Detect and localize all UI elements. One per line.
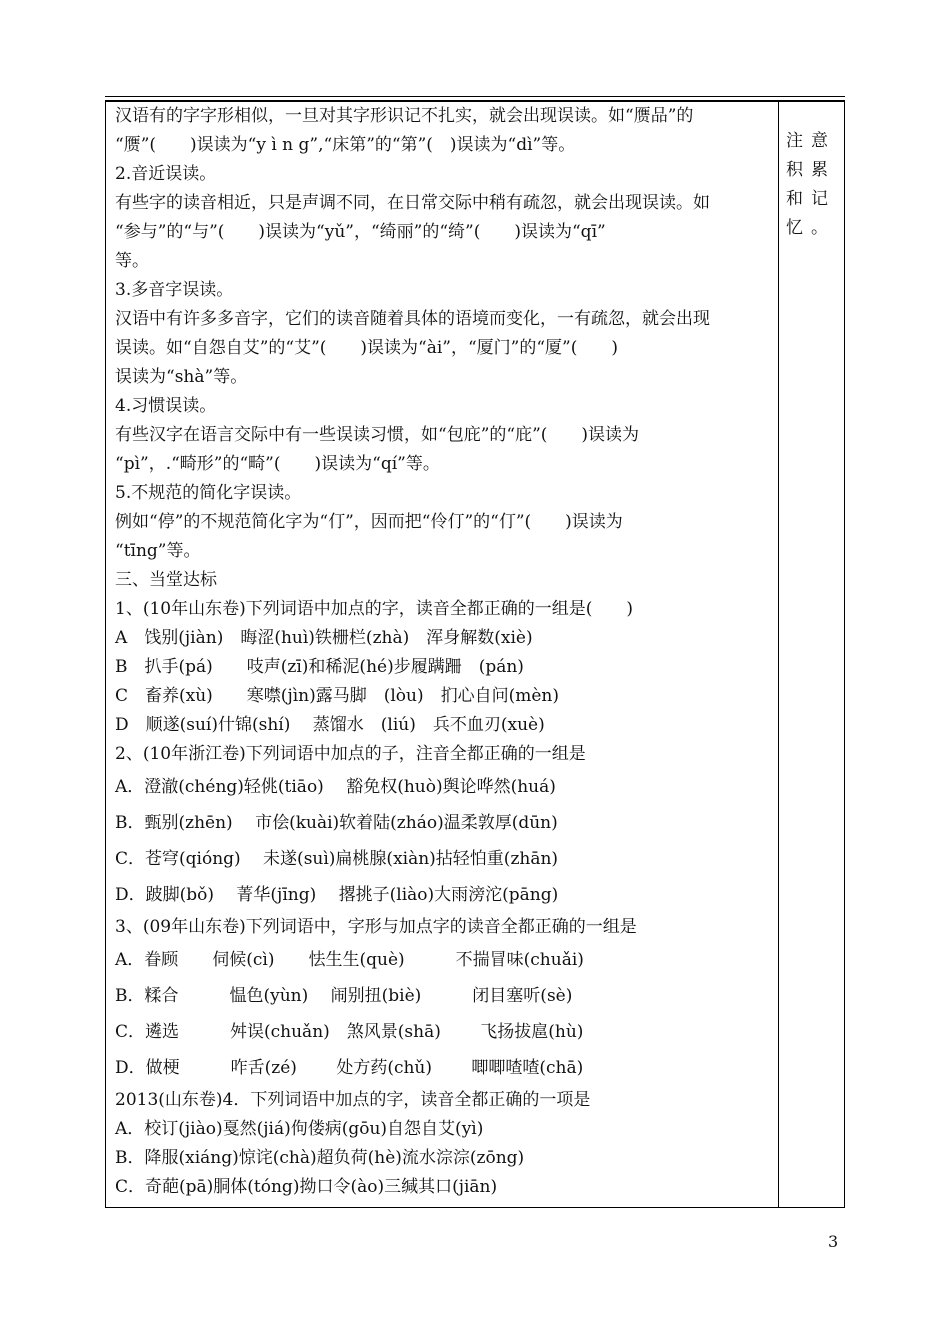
text-line: “参与”的“与”( )误读为“yǔ”，“绮丽”的“绮”( )误读为“qī” [115,222,606,242]
answer-option: C 畜养(xù) 寒噤(jìn)露马脚 (lòu) 扪心自问(mèn) [115,686,560,706]
text-line: 4.习惯误读。 [115,396,217,416]
text-line: 误读为“shà”等。 [115,367,248,387]
text-line: 2.音近误读。 [115,164,217,184]
question-stem: 3、(09年山东卷)下列词语中，字形与加点字的读音全都正确的一组是 [115,917,637,937]
answer-option: A．校订(jiào)戛然(jiá)佝偻病(gōu)自怨自艾(yì) [115,1119,484,1139]
text-line: 误读。如“自怨自艾”的“艾”( )误读为“ài”，“厦门”的“厦”( ) [115,338,619,358]
question-stem: 1、(10年山东卷)下列词语中加点的字，读音全都正确的一组是( ) [115,599,633,619]
answer-option: B．糅合 愠色(yùn) 闹别扭(biè) 闭目塞听(sè) [115,986,573,1006]
page-number: 3 [828,1232,839,1251]
answer-option: B．甄别(zhēn) 市侩(kuài)软着陆(zháo)温柔敦厚(dūn) [115,813,558,833]
text-line: “赝”( )误读为“y ì n g”,“床第”的“第”( )误读为“dì”等。 [115,135,576,155]
answer-option: C．奇葩(pā)胴体(tóng)拗口令(ào)三缄其口(jiān) [115,1177,498,1197]
answer-option: A．澄澈(chéng)轻佻(tiāo) 豁免权(huò)舆论哗然(huá) [115,777,556,797]
answer-option: D 顺遂(suí)什锦(shí) 蒸馏水 (liú) 兵不血刃(xuè) [115,715,545,735]
main-content-column [115,102,773,1202]
text-line: 汉语有的字字形相似，一旦对其字形识记不扎实，就会出现误读。如“赝品”的 [115,106,694,126]
answer-option: C．遴选 舛误(chuǎn) 煞风景(shā) 飞扬拔扈(hù) [115,1022,584,1042]
text-line: 例如“停”的不规范简化字为“仃”，因而把“伶仃”的“仃”( )误读为 [115,512,623,532]
column-divider [778,100,779,1208]
text-line: 有些字的读音相近，只是声调不同，在日常交际中稍有疏忽，就会出现误读。如 [115,193,710,213]
answer-option: A．眷顾 伺候(cì) 怯生生(què) 不揣冒味(chuǎi) [115,950,584,970]
side-note: 注意 积累 和记 忆。 [786,131,836,238]
answer-option: A 饯别(jiàn) 晦涩(huì)铁栅栏(zhà) 浑身解数(xiè) [115,628,533,648]
text-line: 等。 [115,251,149,271]
text-line: 汉语中有许多多音字，它们的读音随着具体的语境而变化，一有疏忽，就会出现 [115,309,710,329]
text-line: 3.多音字误读。 [115,280,234,300]
answer-option: C．苍穹(qióng) 未遂(suì)扁桃腺(xiàn)拈轻怕重(zhān) [115,849,559,869]
answer-option: D．跛脚(bǒ) 菁华(jīng) 撂挑子(liào)大雨滂沱(pāng) [115,885,559,905]
answer-option: D．做梗 咋舌(zé) 处方药(chǔ) 唧唧喳喳(chā) [115,1058,584,1078]
answer-option: B 扒手(pá) 吱声(zī)和稀泥(hé)步履蹒跚 (pán) [115,657,524,677]
text-line: 有些汉字在语言交际中有一些误读习惯，如“包庇”的“庇”( )误读为 [115,425,640,445]
question-stem: 2013(山东卷)4．下列词语中加点的字，读音全都正确的一项是 [115,1090,591,1110]
text-line: “pì”，.“畸形”的“畸”( )误读为“qí”等。 [115,454,440,474]
question-stem: 2、(10年浙江卷)下列词语中加点的子，注音全都正确的一组是 [115,744,586,764]
header-rule [105,96,845,97]
answer-option: B．降服(xiáng)惊诧(chà)超负荷(hè)流水淙淙(zōng) [115,1148,525,1168]
section-heading: 三、当堂达标 [115,570,217,590]
text-line: “tīng”等。 [115,541,201,561]
text-line: 5.不规范的简化字误读。 [115,483,302,503]
